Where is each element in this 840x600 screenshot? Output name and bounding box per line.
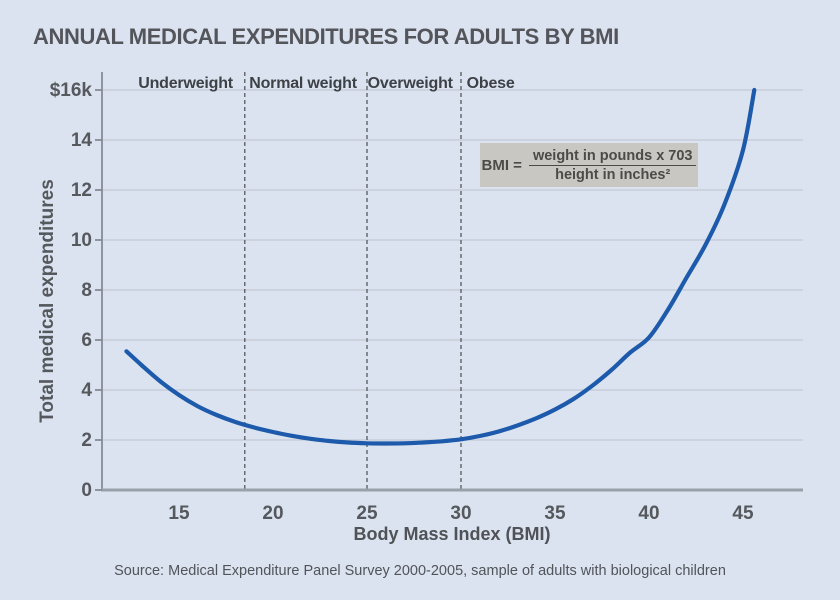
chart-title: ANNUAL MEDICAL EXPENDITURES FOR ADULTS BY BMI <box>33 24 619 49</box>
x-tick-label: 25 <box>356 503 378 524</box>
x-tick-label: 20 <box>262 503 284 524</box>
y-tick-label: 10 <box>70 230 92 251</box>
y-axis-label: Total medical expenditures <box>37 179 58 423</box>
formula-lhs: BMI = <box>481 156 522 174</box>
x-tick-label: 35 <box>544 503 566 524</box>
y-tick-label: 6 <box>81 330 92 351</box>
region-label: Obese <box>466 75 515 92</box>
x-tick-label: 40 <box>638 503 660 524</box>
region-label: Normal weight <box>249 75 357 92</box>
bmi-formula-box <box>480 143 698 187</box>
y-tick-label: 0 <box>81 480 92 501</box>
region-label: Underweight <box>138 75 233 92</box>
formula-fraction <box>529 148 697 183</box>
source-note: Source: Medical Expenditure Panel Survey 2000-2005, sample of adults with biological children <box>114 563 726 579</box>
x-tick-label: 30 <box>450 503 472 524</box>
y-tick-label: 4 <box>81 380 92 401</box>
region-label: Overweight <box>367 75 453 92</box>
x-axis-label: Body Mass Index (BMI) <box>353 524 551 544</box>
formula-numerator: weight in pounds x 703 <box>529 148 697 166</box>
y-tick-label: 14 <box>70 130 92 151</box>
y-tick-label: 8 <box>81 280 92 301</box>
x-tick-label: 15 <box>168 503 190 524</box>
x-tick-label: 45 <box>732 503 754 524</box>
y-tick-label: 2 <box>81 430 92 451</box>
y-tick-label: $16k <box>49 80 92 101</box>
y-tick-label: 12 <box>70 180 92 201</box>
formula-denominator: height in inches² <box>555 166 671 183</box>
